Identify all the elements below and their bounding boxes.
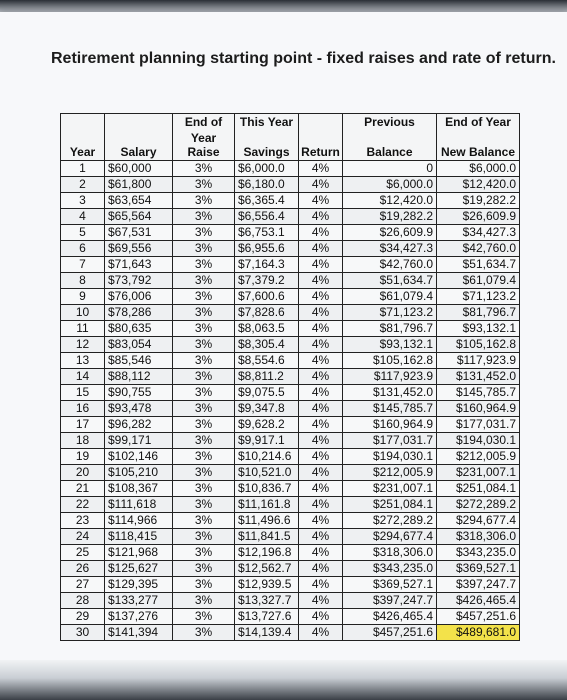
cell-raise: 3% [173,545,235,561]
cell-new-balance: $457,251.6 [437,609,520,625]
header-raise: Year Raise [173,130,235,161]
cell-savings: $12,196.8 [235,545,299,561]
cell-return: 4% [299,401,343,417]
cell-salary: $102,146 [105,449,173,465]
cell-previous-balance: $6,000.0 [343,177,437,193]
table-row [61,385,520,401]
table-row [61,625,520,641]
header-return-top [299,114,343,131]
table-row [61,609,520,625]
header-prev: Balance [343,130,437,161]
cell-year: 1 [61,161,105,177]
cell-new-balance: $343,235.0 [437,545,520,561]
cell-previous-balance: $369,527.1 [343,577,437,593]
cell-return: 4% [299,161,343,177]
cell-salary: $105,210 [105,465,173,481]
cell-raise: 3% [173,625,235,641]
cell-previous-balance: $131,452.0 [343,385,437,401]
cell-year: 3 [61,193,105,209]
cell-previous-balance: $231,007.1 [343,481,437,497]
cell-savings: $8,811.2 [235,369,299,385]
cell-savings: $9,347.8 [235,401,299,417]
cell-return: 4% [299,353,343,369]
cell-year: 7 [61,257,105,273]
cell-year: 28 [61,593,105,609]
cell-year: 14 [61,369,105,385]
cell-raise: 3% [173,529,235,545]
cell-salary: $73,792 [105,273,173,289]
cell-return: 4% [299,305,343,321]
cell-year: 8 [61,273,105,289]
cell-new-balance: $131,452.0 [437,369,520,385]
cell-return: 4% [299,625,343,641]
cell-salary: $111,618 [105,497,173,513]
cell-savings: $8,063.5 [235,321,299,337]
cell-salary: $121,968 [105,545,173,561]
table-row [61,449,520,465]
retirement-table [60,113,520,641]
cell-savings: $10,521.0 [235,465,299,481]
header-row-top [61,114,520,131]
cell-year: 2 [61,177,105,193]
cell-raise: 3% [173,481,235,497]
table-row [61,209,520,225]
table-row [61,225,520,241]
cell-new-balance: $42,760.0 [437,241,520,257]
cell-return: 4% [299,241,343,257]
header-raise-top: End of [173,114,235,131]
cell-salary: $96,282 [105,417,173,433]
cell-previous-balance: $251,084.1 [343,497,437,513]
cell-savings: $6,365.4 [235,193,299,209]
cell-year: 16 [61,401,105,417]
cell-salary: $88,112 [105,369,173,385]
cell-previous-balance: $19,282.2 [343,209,437,225]
cell-return: 4% [299,321,343,337]
table-row [61,193,520,209]
cell-previous-balance: $117,923.9 [343,369,437,385]
cell-previous-balance: $397,247.7 [343,593,437,609]
cell-new-balance: $105,162.8 [437,337,520,353]
cell-salary: $85,546 [105,353,173,369]
table-row [61,273,520,289]
cell-return: 4% [299,273,343,289]
cell-salary: $129,395 [105,577,173,593]
cell-new-balance: $51,634.7 [437,257,520,273]
document-page [0,12,567,664]
table-row [61,577,520,593]
cell-new-balance: $231,007.1 [437,465,520,481]
cell-salary: $78,286 [105,305,173,321]
header-year: Year [61,130,105,161]
cell-year: 30 [61,625,105,641]
cell-new-balance: $294,677.4 [437,513,520,529]
cell-savings: $11,161.8 [235,497,299,513]
cell-return: 4% [299,417,343,433]
cell-return: 4% [299,449,343,465]
cell-salary: $114,966 [105,513,173,529]
cell-previous-balance: $93,132.1 [343,337,437,353]
header-salary: Salary [105,130,173,161]
cell-previous-balance: $71,123.2 [343,305,437,321]
cell-savings: $7,379.2 [235,273,299,289]
cell-raise: 3% [173,337,235,353]
cell-savings: $14,139.4 [235,625,299,641]
cell-year: 10 [61,305,105,321]
cell-new-balance: $160,964.9 [437,401,520,417]
cell-new-balance: $318,306.0 [437,529,520,545]
cell-previous-balance: $51,634.7 [343,273,437,289]
cell-return: 4% [299,177,343,193]
table-row [61,305,520,321]
cell-previous-balance: $105,162.8 [343,353,437,369]
header-return: Return [299,130,343,161]
cell-new-balance: $71,123.2 [437,289,520,305]
table-row [61,481,520,497]
cell-salary: $67,531 [105,225,173,241]
cell-year: 21 [61,481,105,497]
cell-raise: 3% [173,449,235,465]
photo-bottom-edge [0,660,567,700]
cell-savings: $8,554.6 [235,353,299,369]
cell-savings: $12,562.7 [235,561,299,577]
header-salary-top [105,114,173,131]
cell-savings: $13,327.7 [235,593,299,609]
cell-salary: $137,276 [105,609,173,625]
cell-salary: $60,000 [105,161,173,177]
cell-year: 24 [61,529,105,545]
cell-return: 4% [299,289,343,305]
cell-savings: $7,828.6 [235,305,299,321]
cell-salary: $61,800 [105,177,173,193]
cell-raise: 3% [173,497,235,513]
cell-year: 6 [61,241,105,257]
cell-previous-balance: $26,609.9 [343,225,437,241]
cell-raise: 3% [173,353,235,369]
cell-savings: $8,305.4 [235,337,299,353]
page-title: Retirement planning starting point - fixed raises and rate of return. [51,50,556,67]
cell-year: 9 [61,289,105,305]
cell-new-balance: $212,005.9 [437,449,520,465]
cell-raise: 3% [173,465,235,481]
cell-new-balance: $117,923.9 [437,353,520,369]
cell-return: 4% [299,369,343,385]
cell-salary: $90,755 [105,385,173,401]
cell-salary: $69,556 [105,241,173,257]
cell-new-balance: $251,084.1 [437,481,520,497]
cell-new-balance: $426,465.4 [437,593,520,609]
header-savings-top: This Year [235,114,299,131]
cell-return: 4% [299,209,343,225]
cell-salary: $99,171 [105,433,173,449]
table-row [61,161,520,177]
cell-salary: $71,643 [105,257,173,273]
cell-raise: 3% [173,561,235,577]
table-row [61,241,520,257]
cell-savings: $10,836.7 [235,481,299,497]
cell-salary: $83,054 [105,337,173,353]
table-row [61,401,520,417]
cell-new-balance: $6,000.0 [437,161,520,177]
cell-raise: 3% [173,161,235,177]
cell-return: 4% [299,593,343,609]
header-row-bottom [61,130,520,161]
cell-year: 27 [61,577,105,593]
cell-new-balance: $26,609.9 [437,209,520,225]
cell-return: 4% [299,257,343,273]
cell-return: 4% [299,385,343,401]
cell-year: 11 [61,321,105,337]
table-row [61,337,520,353]
retirement-table-container [60,113,519,661]
cell-salary: $65,564 [105,209,173,225]
cell-year: 26 [61,561,105,577]
cell-raise: 3% [173,433,235,449]
cell-salary: $80,635 [105,321,173,337]
cell-new-balance: $177,031.7 [437,417,520,433]
header-newbal: New Balance [437,130,520,161]
table-row [61,561,520,577]
cell-year: 4 [61,209,105,225]
cell-return: 4% [299,433,343,449]
cell-salary: $76,006 [105,289,173,305]
cell-salary: $63,654 [105,193,173,209]
cell-raise: 3% [173,177,235,193]
cell-salary: $141,394 [105,625,173,641]
cell-previous-balance: $160,964.9 [343,417,437,433]
cell-year: 15 [61,385,105,401]
cell-new-balance: $61,079.4 [437,273,520,289]
cell-raise: 3% [173,577,235,593]
table-row [61,417,520,433]
cell-raise: 3% [173,593,235,609]
cell-return: 4% [299,225,343,241]
cell-year: 17 [61,417,105,433]
cell-salary: $108,367 [105,481,173,497]
table-header [61,114,520,161]
cell-return: 4% [299,481,343,497]
cell-return: 4% [299,337,343,353]
cell-year: 25 [61,545,105,561]
cell-new-balance: $194,030.1 [437,433,520,449]
cell-salary: $93,478 [105,401,173,417]
cell-new-balance: $81,796.7 [437,305,520,321]
cell-previous-balance: $12,420.0 [343,193,437,209]
cell-previous-balance: $61,079.4 [343,289,437,305]
cell-raise: 3% [173,289,235,305]
cell-previous-balance: $194,030.1 [343,449,437,465]
cell-return: 4% [299,545,343,561]
cell-new-balance: $489,681.0 [437,625,520,641]
cell-previous-balance: $145,785.7 [343,401,437,417]
cell-raise: 3% [173,321,235,337]
cell-savings: $9,075.5 [235,385,299,401]
cell-raise: 3% [173,241,235,257]
cell-savings: $9,917.1 [235,433,299,449]
cell-previous-balance: $34,427.3 [343,241,437,257]
cell-savings: $11,496.6 [235,513,299,529]
cell-year: 5 [61,225,105,241]
cell-previous-balance: $177,031.7 [343,433,437,449]
table-row [61,353,520,369]
cell-salary: $133,277 [105,593,173,609]
cell-new-balance: $34,427.3 [437,225,520,241]
cell-return: 4% [299,561,343,577]
header-newbal-top: End of Year [437,114,520,131]
cell-raise: 3% [173,513,235,529]
cell-previous-balance: $272,289.2 [343,513,437,529]
cell-new-balance: $93,132.1 [437,321,520,337]
cell-year: 20 [61,465,105,481]
header-year-top [61,114,105,131]
cell-raise: 3% [173,273,235,289]
table-row [61,529,520,545]
cell-year: 12 [61,337,105,353]
cell-raise: 3% [173,209,235,225]
cell-previous-balance: $42,760.0 [343,257,437,273]
cell-savings: $12,939.5 [235,577,299,593]
cell-savings: $11,841.5 [235,529,299,545]
cell-year: 23 [61,513,105,529]
table-row [61,257,520,273]
cell-previous-balance: $212,005.9 [343,465,437,481]
cell-return: 4% [299,609,343,625]
table-row [61,497,520,513]
cell-new-balance: $145,785.7 [437,385,520,401]
cell-year: 22 [61,497,105,513]
cell-previous-balance: $343,235.0 [343,561,437,577]
table-row [61,593,520,609]
cell-return: 4% [299,529,343,545]
cell-new-balance: $12,420.0 [437,177,520,193]
header-prev-top: Previous [343,114,437,131]
cell-return: 4% [299,465,343,481]
table-row [61,465,520,481]
cell-previous-balance: $294,677.4 [343,529,437,545]
table-row [61,513,520,529]
cell-previous-balance: $426,465.4 [343,609,437,625]
cell-salary: $118,415 [105,529,173,545]
header-savings: Savings [235,130,299,161]
cell-savings: $7,600.6 [235,289,299,305]
cell-salary: $125,627 [105,561,173,577]
table-row [61,321,520,337]
cell-raise: 3% [173,225,235,241]
cell-year: 19 [61,449,105,465]
cell-previous-balance: $457,251.6 [343,625,437,641]
cell-new-balance: $397,247.7 [437,577,520,593]
cell-new-balance: $369,527.1 [437,561,520,577]
cell-raise: 3% [173,193,235,209]
cell-return: 4% [299,577,343,593]
cell-savings: $7,164.3 [235,257,299,273]
cell-return: 4% [299,513,343,529]
cell-raise: 3% [173,257,235,273]
table-row [61,177,520,193]
cell-raise: 3% [173,385,235,401]
cell-year: 13 [61,353,105,369]
cell-savings: $6,955.6 [235,241,299,257]
cell-new-balance: $272,289.2 [437,497,520,513]
cell-raise: 3% [173,417,235,433]
cell-year: 29 [61,609,105,625]
cell-previous-balance: 0 [343,161,437,177]
cell-savings: $13,727.6 [235,609,299,625]
cell-raise: 3% [173,609,235,625]
cell-new-balance: $19,282.2 [437,193,520,209]
cell-return: 4% [299,193,343,209]
table-row [61,433,520,449]
cell-savings: $6,556.4 [235,209,299,225]
cell-savings: $6,753.1 [235,225,299,241]
cell-previous-balance: $318,306.0 [343,545,437,561]
table-row [61,545,520,561]
table-body [61,161,520,641]
cell-savings: $9,628.2 [235,417,299,433]
cell-return: 4% [299,497,343,513]
table-row [61,369,520,385]
cell-raise: 3% [173,369,235,385]
cell-savings: $10,214.6 [235,449,299,465]
cell-previous-balance: $81,796.7 [343,321,437,337]
cell-raise: 3% [173,305,235,321]
table-row [61,289,520,305]
cell-savings: $6,180.0 [235,177,299,193]
cell-raise: 3% [173,401,235,417]
cell-savings: $6,000.0 [235,161,299,177]
cell-year: 18 [61,433,105,449]
